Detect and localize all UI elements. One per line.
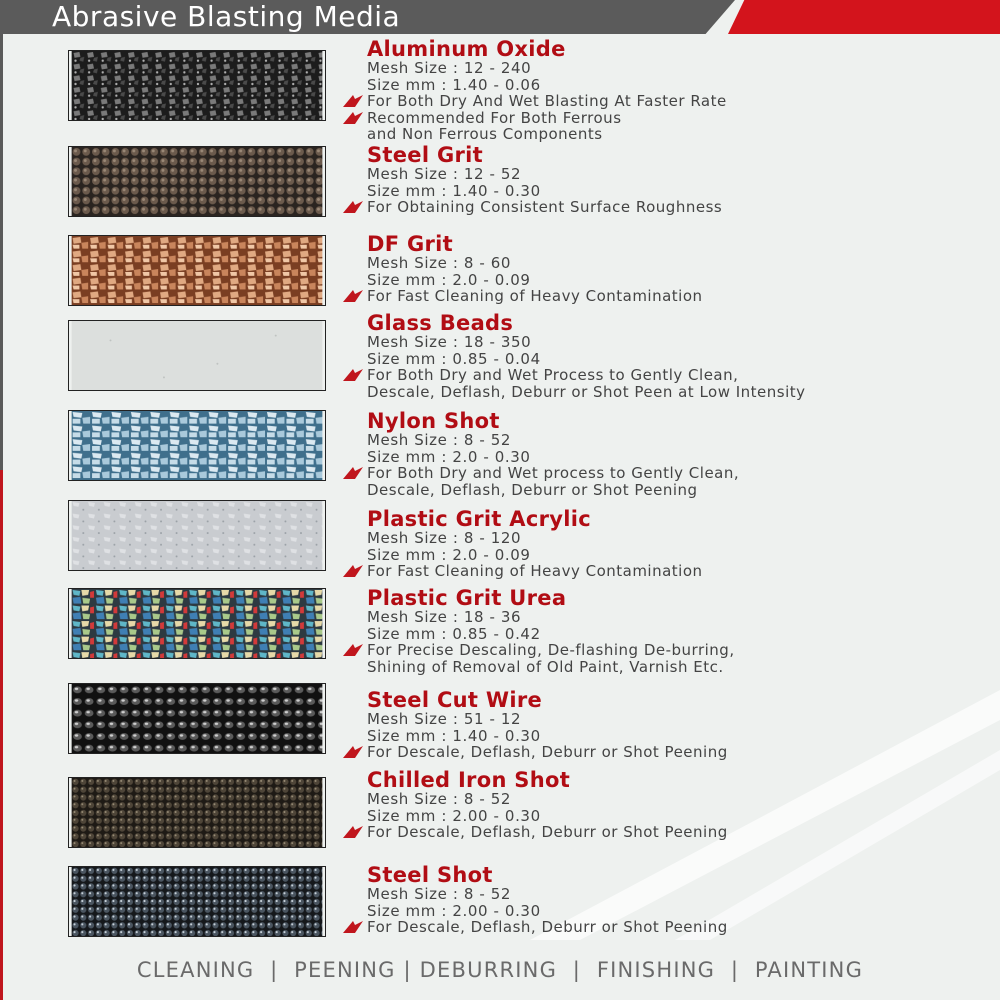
feature-bullet — [367, 824, 997, 841]
steel-cut-wire-swatch — [68, 683, 326, 754]
feature-text: For Fast Cleaning of Heavy Contamination — [367, 287, 703, 305]
size-mm: Size mm : 0.85 - 0.42 — [367, 624, 541, 643]
mesh-size: Mesh Size : 8 - 52 — [367, 790, 512, 808]
size-mm: Size mm : 1.40 - 0.30 — [367, 726, 541, 745]
feature-text: For Both Dry and Wet Process to Gently Clean, — [367, 366, 739, 384]
feature-text: For Both Dry and Wet process to Gently Clean, — [367, 464, 740, 482]
item-name: Nylon Shot — [367, 409, 500, 433]
mesh-size: Mesh Size : 8 - 60 — [367, 254, 512, 272]
feature-text: For Descale, Deflash, Deburr or Shot Peening — [367, 823, 728, 841]
glass-beads-swatch — [68, 320, 326, 391]
feature-text-continued: Descale, Deflash, Deburr or Shot Peening — [367, 480, 698, 499]
mesh-size: Mesh Size : 8 - 52 — [367, 885, 512, 903]
mesh-size: Mesh Size : 18 - 350 — [367, 333, 532, 351]
feature-text: For Obtaining Consistent Surface Roughness — [367, 198, 723, 216]
feature-text: For Both Dry And Wet Blasting At Faster Rate — [367, 92, 727, 110]
feature-text: For Precise Descaling, De-flashing De-burring, — [367, 641, 735, 659]
feature-text: For Fast Cleaning of Heavy Contamination — [367, 562, 703, 580]
bullet-arrow-icon — [343, 826, 363, 838]
size-mm: Size mm : 2.0 - 0.09 — [367, 270, 531, 289]
chilled-iron-shot-swatch — [68, 777, 326, 848]
item-name: Glass Beads — [367, 311, 514, 335]
left-edge-decor-red — [0, 470, 3, 1000]
bullet-arrow-icon — [343, 201, 363, 213]
feature-bullet — [367, 367, 997, 384]
item-name: DF Grit — [367, 232, 454, 256]
feature-text: For Descale, Deflash, Deburr or Shot Peening — [367, 918, 728, 936]
steel-grit-swatch — [68, 146, 326, 217]
item-name: Steel Cut Wire — [367, 688, 543, 712]
size-mm: Size mm : 2.00 - 0.30 — [367, 901, 541, 920]
bullet-arrow-icon — [343, 644, 363, 656]
bullet-arrow-icon — [343, 467, 363, 479]
footer-tagline — [0, 958, 1000, 982]
feature-text-continued: and Non Ferrous Components — [367, 125, 603, 143]
bullet-arrow-icon — [343, 921, 363, 933]
feature-bullet — [367, 465, 997, 482]
mesh-size: Mesh Size : 8 - 52 — [367, 431, 512, 449]
item-name: Chilled Iron Shot — [367, 768, 571, 792]
bullet-arrow-icon — [343, 290, 363, 302]
feature-bullet — [367, 288, 997, 305]
feature-text: Recommended For Both Ferrous — [367, 108, 622, 127]
bullet-arrow-icon — [343, 112, 363, 124]
feature-bullet — [367, 563, 997, 580]
size-mm: Size mm : 2.00 - 0.30 — [367, 806, 541, 825]
bullet-arrow-icon — [343, 565, 363, 577]
feature-bullet — [367, 744, 997, 761]
bullet-arrow-icon — [343, 369, 363, 381]
feature-bullet — [367, 919, 997, 936]
item-name: Steel Shot — [367, 863, 493, 887]
steel-shot-swatch — [68, 866, 326, 937]
header-bar — [0, 0, 1000, 34]
mesh-size: Mesh Size : 8 - 120 — [367, 529, 522, 547]
feature-bullet — [367, 642, 997, 659]
bullet-arrow-icon — [343, 95, 363, 107]
footer-text: CLEANING | PEENING | DEBURRING | FINISHING | PAINTING — [136, 958, 864, 982]
size-mm: Size mm : 2.0 - 0.30 — [367, 447, 531, 466]
feature-bullet — [367, 93, 997, 110]
item-name: Plastic Grit Urea — [367, 586, 567, 610]
item-name: Steel Grit — [367, 143, 483, 167]
feature-text-continued: Shining of Removal of Old Paint, Varnish Etc. — [367, 657, 724, 676]
mesh-size: Mesh Size : 51 - 12 — [367, 710, 522, 728]
size-mm: Size mm : 1.40 - 0.30 — [367, 181, 541, 200]
size-mm: Size mm : 2.0 - 0.09 — [367, 545, 531, 564]
aluminum-oxide-swatch — [68, 50, 326, 121]
feature-text: For Descale, Deflash, Deburr or Shot Peening — [367, 743, 728, 761]
header-red-band — [728, 0, 1000, 34]
mesh-size: Mesh Size : 18 - 36 — [367, 608, 522, 626]
nylon-shot-swatch — [68, 410, 326, 481]
mesh-size: Mesh Size : 12 - 240 — [367, 59, 532, 77]
item-name: Plastic Grit Acrylic — [367, 507, 591, 531]
feature-text-continued: Descale, Deflash, Deburr or Shot Peen at Low Intensity — [367, 382, 806, 401]
size-mm: Size mm : 1.40 - 0.06 — [367, 75, 541, 94]
df-grit-swatch — [68, 235, 326, 306]
feature-bullet — [367, 199, 997, 216]
mesh-size: Mesh Size : 12 - 52 — [367, 165, 522, 183]
bullet-arrow-icon — [343, 746, 363, 758]
plastic-grit-acrylic-swatch — [68, 500, 326, 571]
page-title: Abrasive Blasting Media — [52, 0, 401, 33]
plastic-grit-urea-swatch — [68, 588, 326, 659]
feature-bullet — [367, 110, 997, 127]
item-name: Aluminum Oxide — [367, 37, 566, 61]
size-mm: Size mm : 0.85 - 0.04 — [367, 349, 541, 368]
left-edge-decor-grey — [0, 0, 3, 470]
